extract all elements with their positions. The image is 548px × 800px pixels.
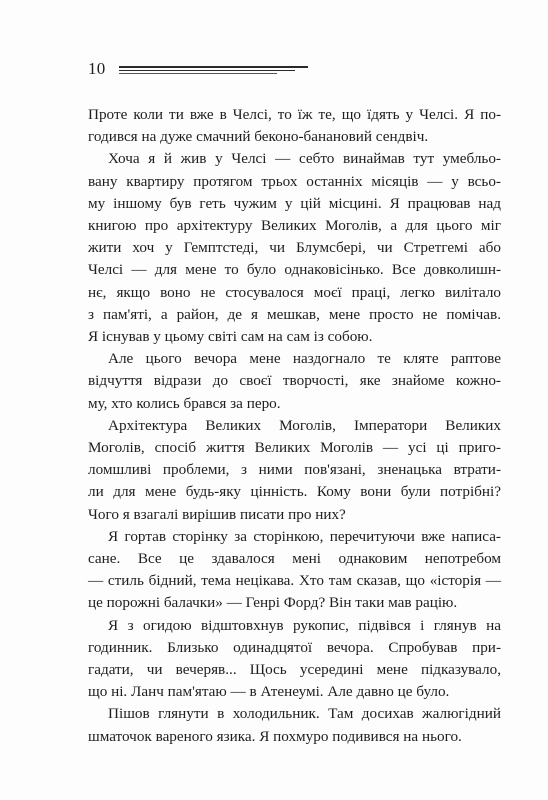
page-number: 10 (88, 59, 106, 78)
text-line: це порожні балачки» — Генрі Форд? Він таки мав рацію. (88, 594, 458, 612)
paragraph (88, 526, 501, 615)
text-line: Я гортав сторінку за сторінкою, перечитуючи вже написа- (108, 527, 501, 545)
text-line: му іншому був геть чужим у цій місцині. Я працював над (88, 194, 501, 212)
text-line: Челсі — для мене то було однаковісінько. Все довколишн- (88, 261, 501, 279)
text-line: Проте коли ти вже в Челсі, то їж те, що їдять у Челсі. Я по- (88, 106, 501, 123)
text-line: нє, якщо воно не стосувалося моєї праці, легко вилітало (88, 283, 501, 301)
text-line: — стиль бідний, тема нецікава. Хто там сказав, що «історія — (88, 572, 501, 590)
text-line: годинник. Близько одинадцятої вечора. Спробував при- (88, 638, 501, 656)
text-line: Я з огидою відштовхнув рукопис, підвівся і глянув на (108, 616, 501, 634)
body-text (88, 104, 501, 748)
paragraph (88, 348, 501, 415)
text-line: Пішов глянути в холодильник. Там досихав жалюгідний (108, 705, 501, 723)
paragraph (88, 104, 501, 148)
header-rule (119, 70, 295, 71)
paragraph (88, 148, 501, 348)
text-line: Я існував у цьому світі сам на сам із собою. (88, 328, 373, 346)
paragraph (88, 703, 501, 747)
header-rule (119, 73, 277, 74)
paragraph (88, 415, 501, 526)
header-rule (119, 66, 308, 68)
text-line: Архітектура Великих Моголів, Імператори Великих (108, 416, 501, 434)
text-line: відчуття відрази до своєї творчості, яке знайоме кожно- (88, 372, 501, 390)
text-line: гадати, чи вечеряв... Щось усередині мене підказувало, (88, 661, 501, 679)
text-line: Моголів, спосіб життя Великих Моголів — усі ці приго- (88, 439, 501, 457)
text-line: ли для мене будь-яку цінність. Кому вони були потрібні? (88, 483, 501, 501)
text-line: Але цього вечора мене наздогнало те кляте раптове (108, 350, 501, 368)
running-header (88, 58, 310, 82)
text-line: Чого я взагалі вирішив писати про них? (88, 505, 346, 523)
text-line: годився на дуже смачний беконо-банановий сендвіч. (88, 128, 429, 146)
text-line: сане. Все це здавалося мені однаковим непотребом (88, 550, 501, 568)
paragraph (88, 615, 501, 704)
text-line: жити хоч у Гемптстеді, чи Блумсбері, чи Стретгемі або (88, 239, 501, 257)
text-line: ломшливі проблеми, з ними пов'язані, зненацька втрати- (88, 461, 501, 479)
text-line: шматочок вареного язика. Я похмуро подивився на нього. (88, 727, 462, 745)
text-line: Хоча я й жив у Челсі — себто винаймав тут умебльо- (108, 150, 501, 168)
text-line: му, хто колись брався за перо. (88, 394, 281, 412)
text-line: з пам'яті, а район, де я мешкав, мене просто не помічав. (88, 305, 501, 323)
text-line: що ні. Ланч пам'ятаю — в Атенеумі. Але давно це було. (88, 683, 450, 701)
text-line: книгою про архітектуру Великих Моголів, а для цього міг (88, 217, 501, 235)
text-line: вану квартиру протягом трьох останніх місяців — у всьо- (88, 172, 501, 190)
